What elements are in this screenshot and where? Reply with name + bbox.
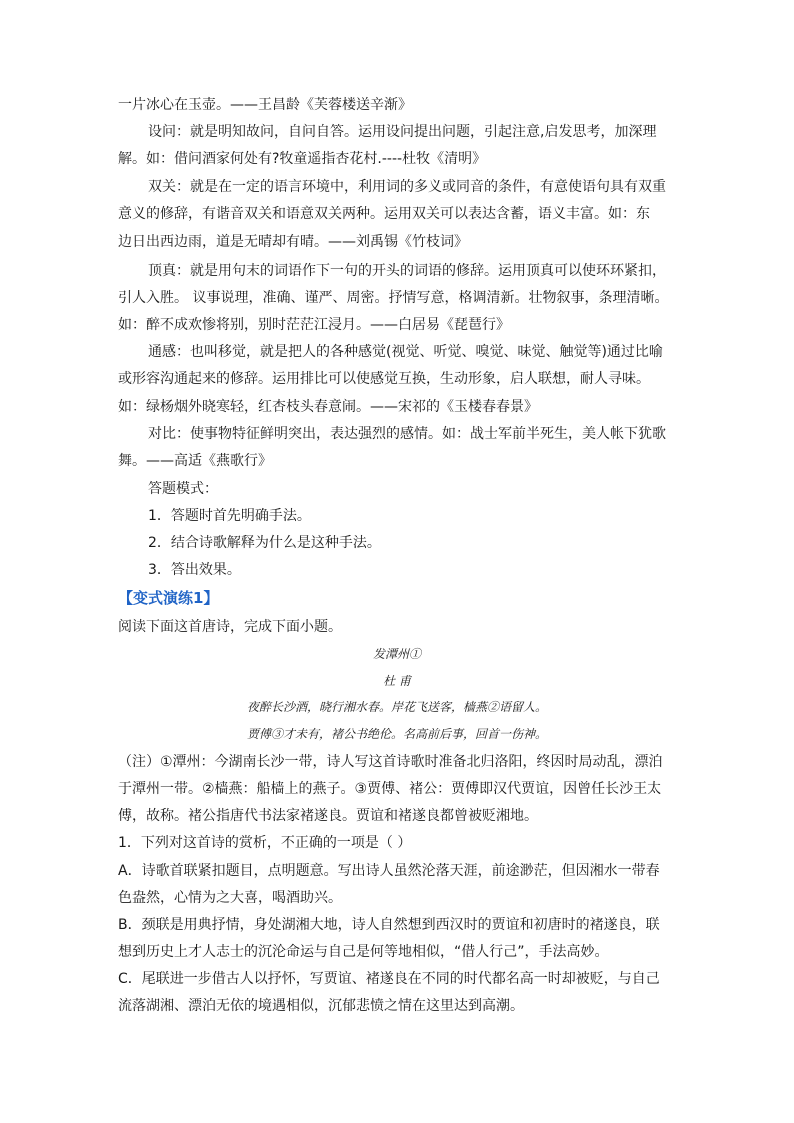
text-line: 3．答出效果。 — [148, 562, 241, 578]
option-line: 想到历史上才人志士的沉沦命运与自己是何等地相似，“借人行己”，手法高妙。 — [118, 944, 609, 960]
option-line: B．颈联是用典抒情，身处湖湘大地，诗人自然想到西汉时的贾谊和初唐时的褚遂良，联 — [118, 917, 660, 933]
note-line: （注）①潭州：今湖南长沙一带，诗人写这首诗歌时准备北归洛阳，终因时局动乱，漂泊 — [118, 754, 663, 770]
text-line: 舞。——高适《燕歌行》 — [118, 453, 272, 469]
option-line: 流落湖湘、漂泊无依的境遇相似，沉郁悲愤之情在这里达到高潮。 — [118, 998, 524, 1014]
poem-author: 杜 甫 — [383, 674, 411, 688]
text-line: 如：绿杨烟外晓寒轻，红杏枝头春意闹。——宋祁的《玉楼春春景》 — [118, 399, 538, 415]
note-line: 傅，故称。褚公指唐代书法家褚遂良。贾谊和褚遂良都曾被贬湘地。 — [118, 808, 538, 824]
text-line: 一片冰心在玉壶。——王昌龄《芙蓉楼送辛渐》 — [118, 97, 412, 113]
text-line: 解。如：借问酒家何处有?牧童遥指杏花村.----杜牧《清明》 — [118, 151, 487, 167]
text-line: 2．结合诗歌解释为什么是这种手法。 — [148, 535, 381, 551]
poem-line: 夜醉长沙酒，晓行湘水春。岸花飞送客，樯燕②语留人。 — [246, 700, 547, 714]
text-line: 意义的修辞，有谐音双关和语意双关两种。运用双关可以表达含蓄，语义丰富。如：东 — [118, 206, 650, 222]
text-line: 1．答题时首先明确手法。 — [148, 508, 311, 524]
text-line: 顶真：就是用句末的词语作下一句的开头的词语的修辞。运用顶真可以使环环紧扣， — [148, 263, 666, 279]
text-line: 引人入胜。 议事说理，准确、谨严、周密。抒情写意，格调清新。壮物叙事，条理清晰。 — [118, 290, 669, 306]
text-line: 如：醉不成欢惨将别，别时茫茫江浸月。——白居易《琵琶行》 — [118, 317, 510, 333]
text-line: 双关：就是在一定的语言环境中，利用词的多义或同音的条件，有意使语句具有双重 — [148, 179, 666, 195]
option-line: C．尾联进一步借古人以抒怀，写贾谊、褚遂良在不同的时代都名高一时却被贬，与自己 — [118, 971, 660, 987]
note-line: 于潭州一带。②樯燕：船樯上的燕子。③贾傅、褚公：贾傅即汉代贾谊，因曾任长沙王太 — [118, 781, 662, 797]
intro-text: 阅读下面这首唐诗，完成下面小题。 — [118, 619, 342, 635]
text-line: 设问：就是明知故问，自问自答。运用设问提出问题，引起注意,启发思考，加深理 — [148, 124, 657, 140]
text-line: 答题模式： — [148, 481, 218, 497]
question-stem: 1．下列对这首诗的赏析，不正确的一项是（ ） — [118, 835, 412, 851]
text-line: 边日出西边雨，道是无晴却有晴。——刘禹锡《竹枝词》 — [118, 234, 468, 250]
text-line: 或形容沟通起来的修辞。运用排比可以使感觉互换，生动形象，启人联想，耐人寻味。 — [118, 371, 650, 387]
option-line: A．诗歌首联紧扣题目，点明题意。写出诗人虽然沦落天涯，前途渺茫，但因湘水一带春 — [118, 863, 660, 879]
poem-title: 发潭州① — [372, 647, 421, 661]
poem-line: 贾傅③才未有，褚公书绝伦。名高前后事，回首一伤神。 — [246, 727, 547, 741]
text-line: 对比：使事物特征鲜明突出，表达强烈的感情。如：战士军前半死生，美人帐下犹歌 — [148, 426, 666, 442]
text-line: 通感：也叫移觉，就是把人的各种感觉(视觉、听觉、嗅觉、味觉、触觉等)通过比喻 — [148, 344, 663, 360]
section-heading: 【变式演练1】 — [118, 589, 219, 607]
option-line: 色盎然，心情为之大喜，喝酒助兴。 — [118, 890, 342, 906]
